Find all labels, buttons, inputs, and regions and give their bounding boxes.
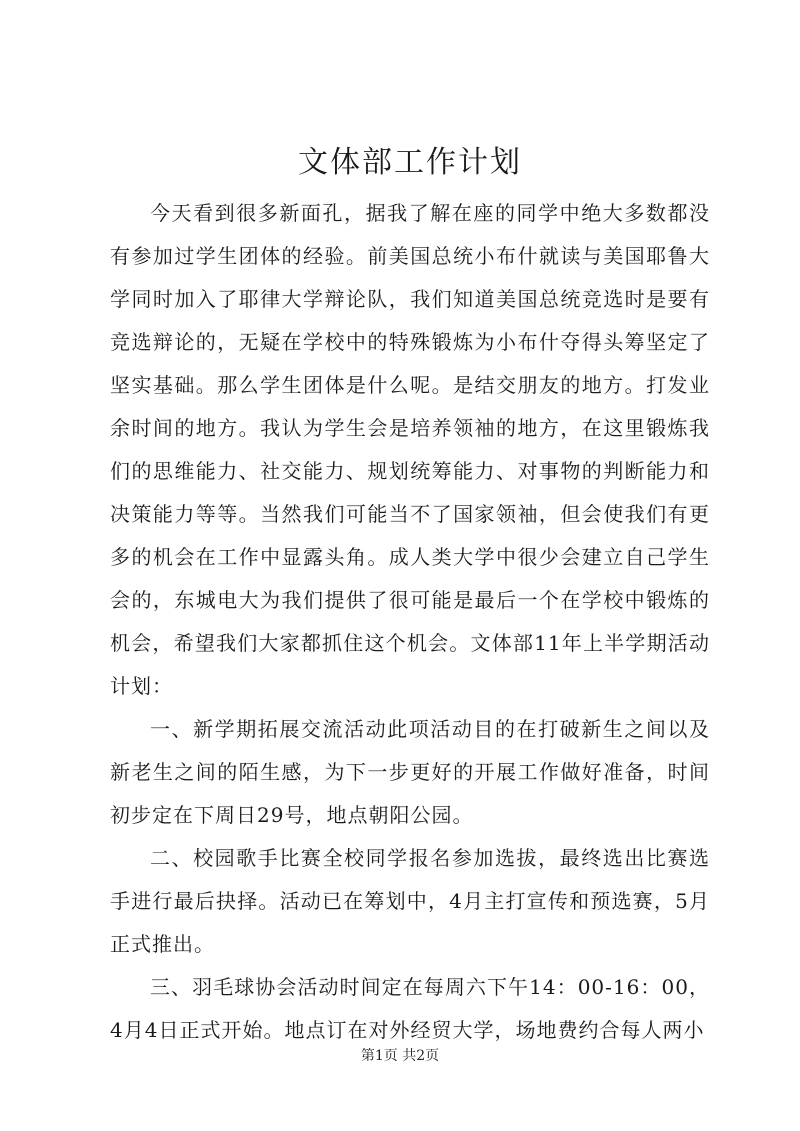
- document-title: 文体部工作计划: [298, 145, 522, 180]
- paragraph-item-3: 三、羽毛球协会活动时间定在每周六下午14：00-16：00，4月4日正式开始。地点订在对外经贸大学，场地费约合每人两小: [110, 975, 710, 1042]
- paragraph-item-2: 二、校园歌手比赛全校同学报名参加选拔，最终选出比赛选手进行最后抉择。活动已在筹划中，4月主打宣传和预选赛，5月正式推出。: [110, 846, 710, 956]
- document-page: [110, 140, 710, 1052]
- page-footer: 第1页 共2页: [360, 1048, 440, 1064]
- paragraph-item-1: 一、新学期拓展交流活动此项活动目的在打破新生之间以及新老生之间的陌生感，为下一步更好的开展工作做好准备，时间初步定在下周日29号，地点朝阳公园。: [110, 717, 710, 827]
- paragraph-intro: 今天看到很多新面孔，据我了解在座的同学中绝大多数都没有参加过学生团体的经验。前美国总统小布什就读与美国耶鲁大学同时加入了耶律大学辩论队，我们知道美国总统竞选时是要有竞选辩论的，无疑在学校中的特殊锻炼为小布什夺得头筹坚定了坚实基础。那么学生团体是什么呢。是结交朋友的地方。打发业余时间的地方。我认为学生会是培养领袖的地方，在这里锻炼我们的思维能力、社交能力、规划统筹能力、对事物的判断能力和决策能力等等。当然我们可能当不了国家领袖，但会使我们有更多的机会在工作中显露头角。成人类大学中很少会建立自己学生会的，东城电大为我们提供了很可能是最后一个在学校中锻炼的机会，希望我们大家都抓住这个机会。文体部11年上半学期活动计划：: [110, 201, 710, 698]
